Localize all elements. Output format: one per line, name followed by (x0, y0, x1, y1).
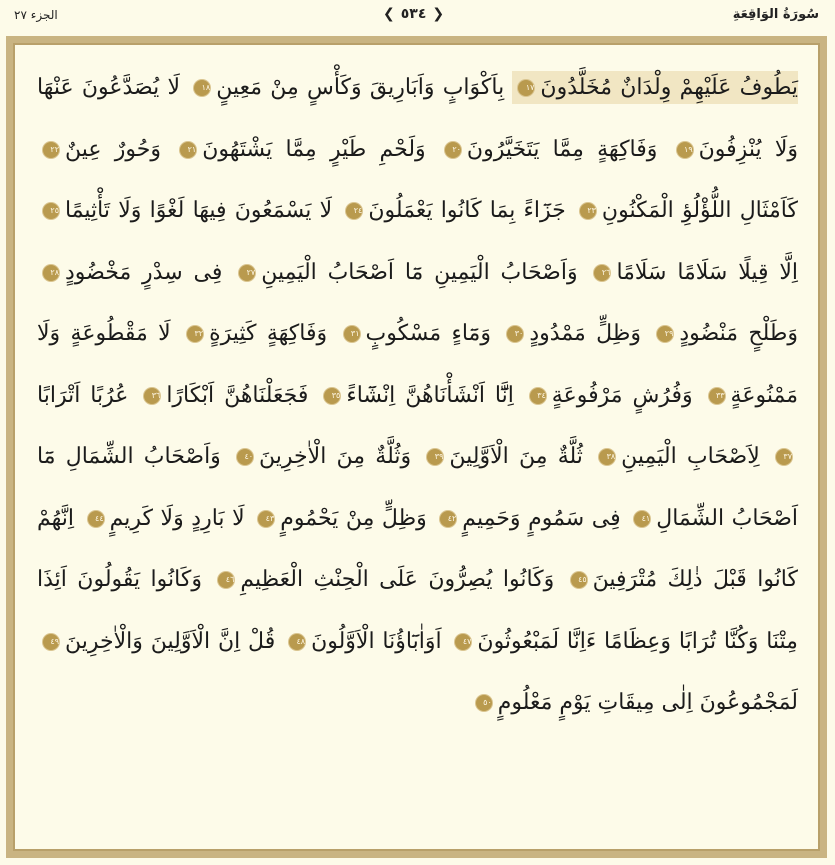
ayah[interactable] (588, 260, 798, 285)
ayah-number-marker: ٣٩ (427, 449, 443, 465)
ayah[interactable] (434, 506, 620, 531)
page-frame (6, 36, 827, 858)
ayah-number-marker: ٤٣ (258, 511, 274, 527)
ayah[interactable] (37, 260, 222, 285)
ayah-number-marker: ٤٧ (455, 634, 471, 650)
ayah-text: عُرُبًا اَتْرَابًا (37, 382, 129, 408)
ayah-text: وَظِلٍّ مِنْ يَحْمُومٍ (280, 505, 427, 531)
ayah-text: وَثُلَّةٌ مِنَ الْاٰخِرِينَ (259, 444, 412, 469)
surah-name: سُورَةُ الوَاقِعَةِ (732, 7, 819, 22)
ayah-text: وَاَصْحَابُ الشِّمَالِ مَٓا اَصْحَابُ الشِّمَالِ (37, 444, 799, 531)
ayah-text: وَاَصْحَابُ الْيَمِينِ مَٓا اَصْحَابُ الْيَمِينِ (261, 259, 578, 285)
ayah-text: وَلَحْمِ طَيْرٍ مِمَّا يَشْتَهُونَ (202, 136, 426, 162)
ayah-number-marker: ٣١ (344, 326, 360, 342)
ayah[interactable] (233, 260, 577, 285)
ayah[interactable] (181, 321, 327, 346)
page-header (0, 0, 835, 36)
ayah-number-marker: ١٨ (194, 80, 210, 96)
ayah-number-marker: ٤٩ (43, 634, 59, 650)
ayah[interactable] (501, 321, 641, 346)
ayah[interactable] (593, 444, 760, 469)
chevron-right-icon[interactable]: ❯ (432, 6, 445, 22)
ayah-number-marker: ٢٠ (445, 142, 461, 158)
ayah-number-marker: ٢٦ (594, 265, 610, 281)
ayah[interactable] (37, 198, 332, 223)
ayah-number-marker: ٣٧ (776, 449, 792, 465)
ayah-text: يَطُوفُ عَلَيْهِمْ وِلْدَانٌ مُخَلَّدُونَ (540, 75, 798, 100)
ayah[interactable] (138, 383, 308, 408)
ayah[interactable] (82, 506, 245, 531)
ayah-number-marker: ٣٣ (709, 388, 725, 404)
juz-label: الجزء ٢٧ (14, 8, 58, 22)
ayah-text: وَمَٓاءٍ مَسْكُوبٍ (365, 321, 491, 346)
ayah-text: فِى سَمُومٍ وَحَمِيمٍ (462, 505, 621, 531)
ayah-number-marker: ١٧ (518, 80, 534, 96)
ayah-text: اِنَّهُمْ كَانُوا قَبْلَ ذٰلِكَ مُتْرَفِينَ (37, 505, 798, 592)
ayah-text: وَفُرُشٍ مَرْفُوعَةٍ (551, 382, 693, 408)
ayah-text: لَمَجْمُوعُونَ اِلٰى مِيقَاتِ يَوْمٍ مَعْلُومٍ (497, 690, 798, 715)
ayah-text: جَزَٓاءً بِمَا كَانُوا يَعْمَلُونَ (368, 198, 566, 223)
ayah[interactable] (212, 567, 554, 592)
ayah-number-marker: ٤٠ (237, 449, 253, 465)
ayah[interactable] (340, 198, 565, 223)
ayah[interactable] (651, 321, 798, 346)
ayah-number-marker: ٢٩ (657, 326, 673, 342)
ayah-text: اِلَّا قِيلًا سَلَامًا سَلَامًا (616, 259, 798, 285)
ayah-number-marker: ١٩ (677, 142, 693, 158)
ayah-text: وَفَاكِهَةٍ كَثِيرَةٍ (209, 321, 328, 346)
ayah-number-marker: ٢٥ (43, 203, 59, 219)
ayah-number-marker: ٢٣ (580, 203, 596, 219)
page-navigation (383, 6, 444, 22)
ayah-number-marker: ٣٠ (507, 326, 523, 342)
ayah-text: قُلْ اِنَّ الْاَوَّلِينَ وَالْاٰخِرِينَ (65, 628, 276, 654)
ayah-number-marker: ٤٨ (289, 634, 305, 650)
page-number: ٥٣٤ (400, 6, 427, 22)
ayah[interactable] (231, 444, 411, 469)
ayah-text: بِاَكْوَابٍ وَاَبَارِيقَ وَكَأْسٍ مِنْ مَعِينٍ (216, 75, 505, 100)
page-content (13, 43, 820, 851)
ayah-text: لَا يَسْمَعُونَ فِيهَا لَغْوًا وَلَا تَأْثِيمًا (65, 198, 333, 223)
ayah-number-marker: ٤٥ (571, 572, 587, 588)
ayah-number-marker: ٣٢ (187, 326, 203, 342)
ayah-text: لِاَصْحَابِ الْيَمِينِ (621, 444, 760, 469)
ayah-text: فِى سِدْرٍ مَخْضُودٍ (65, 259, 223, 285)
ayah-text: كَاَمْثَالِ اللُّؤْلُؤِ الْمَكْنُونِ (601, 198, 798, 223)
ayah-text: وَظِلٍّ مَمْدُودٍ (529, 321, 641, 346)
ayah-text: وَكَانُوا يُصِرُّونَ عَلَى الْحِنْثِ الْعَظِيمِ (240, 567, 555, 592)
ayah-text: فَجَعَلْنَاهُنَّ اَبْكَارًا (166, 382, 309, 408)
ayah-number-marker: ٢٤ (346, 203, 362, 219)
verse-text (37, 57, 798, 734)
ayah[interactable] (338, 321, 491, 346)
ayah-number-marker: ٢١ (180, 142, 196, 158)
ayah-text: وَكَانُوا يَقُولُونَ اَئِذَا مِتْنَا وَكُنَّا تُرَابًا وَعِظَامًا ءَاِنَّا لَمَبْعُوثُونَ (37, 567, 798, 654)
ayah[interactable] (37, 629, 275, 654)
ayah[interactable] (37, 137, 161, 162)
ayah-text: ثُلَّةٌ مِنَ الْاَوَّلِينَ (449, 444, 583, 469)
ayah[interactable] (470, 690, 798, 715)
ayah-number-marker: ٢٨ (43, 265, 59, 281)
ayah-number-marker: ٣٨ (599, 449, 615, 465)
ayah-text: لَا مَقْطُوعَةٍ وَلَا مَمْنُوعَةٍ (37, 321, 798, 408)
ayah-text: اَوَاٰبَٓاؤُنَا الْاَوَّلُونَ (311, 628, 442, 654)
ayah-number-marker: ٤٢ (440, 511, 456, 527)
ayah[interactable] (174, 137, 425, 162)
ayah-text: لَا بَارِدٍ وَلَا كَرِيمٍ (109, 505, 245, 531)
ayah-number-marker: ٤٤ (88, 511, 104, 527)
ayah[interactable] (188, 75, 504, 100)
ayah-number-marker: ٥٠ (476, 695, 492, 711)
ayah[interactable] (574, 198, 798, 223)
ayah-number-marker: ٣٥ (324, 388, 340, 404)
ayah[interactable] (421, 444, 583, 469)
ayah-number-marker: ٤١ (634, 511, 650, 527)
ayah-number-marker: ٢٢ (43, 142, 59, 158)
ayah[interactable] (252, 506, 426, 531)
ayah-number-marker: ٣٦ (144, 388, 160, 404)
ayah[interactable] (524, 383, 693, 408)
ayah[interactable] (439, 137, 657, 162)
ayah[interactable] (283, 629, 441, 654)
ayah-number-marker: ٣٤ (530, 388, 546, 404)
chevron-left-icon[interactable]: ❮ (383, 6, 395, 22)
ayah[interactable] (318, 383, 513, 408)
ayah-text: وَحُورٌ عِينٌ (65, 136, 161, 162)
ayah[interactable] (512, 71, 798, 104)
ayah-text: اِنَّٓا اَنْشَأْنَاهُنَّ اِنْشَٓاءً (346, 382, 514, 408)
ayah-number-marker: ٢٧ (239, 265, 255, 281)
ayah-number-marker: ٤٦ (218, 572, 234, 588)
ayah-text: وَفَاكِهَةٍ مِمَّا يَتَخَيَّرُونَ (466, 136, 658, 162)
ayah-text: وَطَلْحٍ مَنْضُودٍ (679, 321, 799, 346)
ayah-text: لَا يُصَدَّعُونَ عَنْهَا وَلَا يُنْزِفُونَ (37, 75, 798, 162)
